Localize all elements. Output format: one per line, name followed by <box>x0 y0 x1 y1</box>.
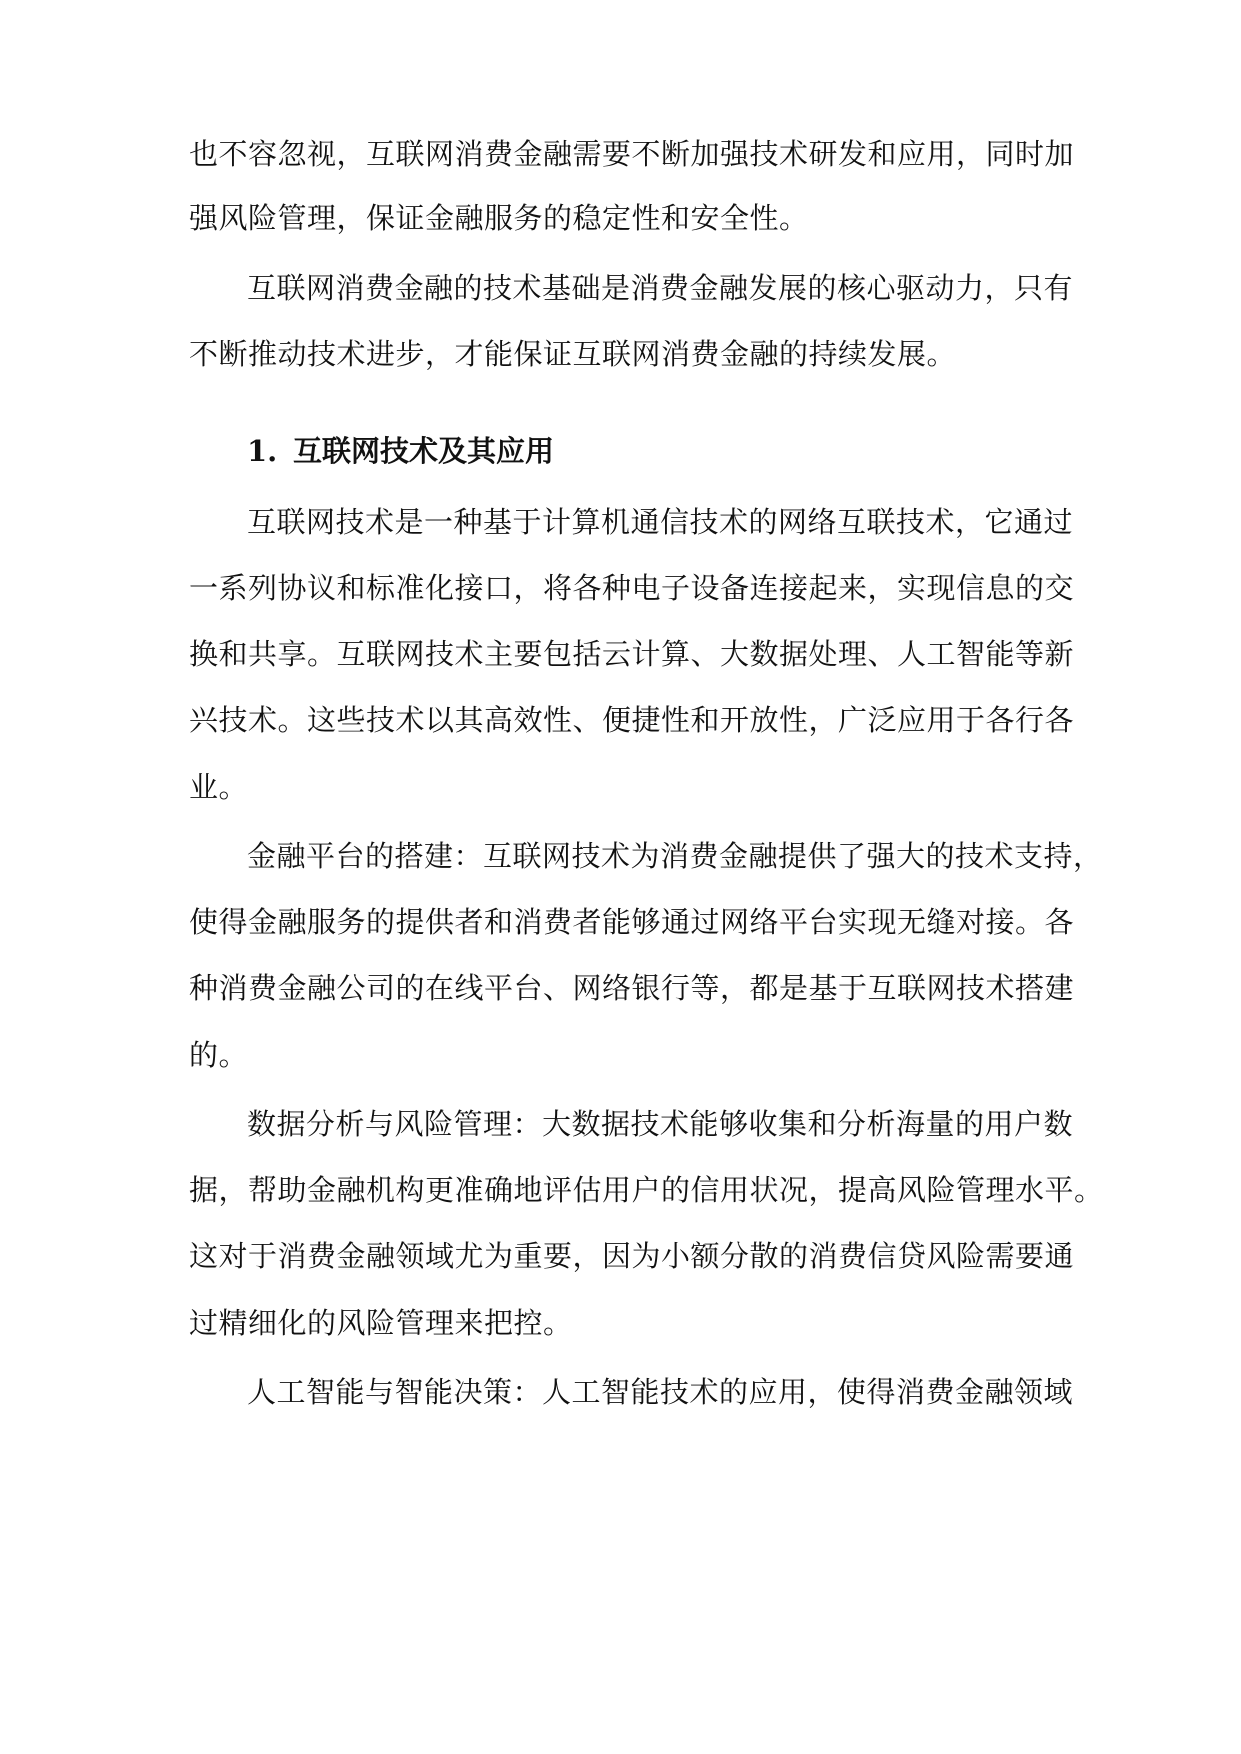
text-line: 过精细化的风险管理来把控。 <box>189 1306 573 1340</box>
text-line: 也不容忽视，互联网消费金融需要不断加强技术研发和应用，同时加 <box>189 137 1075 171</box>
text-line: 一系列协议和标准化接口，将各种电子设备连接起来，实现信息的交 <box>189 571 1075 605</box>
text-line: 人工智能与智能决策：人工智能技术的应用，使得消费金融领域 <box>247 1375 1074 1409</box>
text-line: 兴技术。这些技术以其高效性、便捷性和开放性，广泛应用于各行各 <box>189 703 1075 737</box>
text-line: 互联网消费金融的技术基础是消费金融发展的核心驱动力，只有 <box>247 271 1074 305</box>
text-line: 换和共享。互联网技术主要包括云计算、大数据处理、人工智能等新 <box>189 637 1075 671</box>
text-line: 金融平台的搭建：互联网技术为消费金融提供了强大的技术支持， <box>247 839 1103 873</box>
text-line: 不断推动技术进步，才能保证互联网消费金融的持续发展。 <box>189 337 957 371</box>
text-line: 强风险管理，保证金融服务的稳定性和安全性。 <box>189 201 809 235</box>
section-heading <box>247 431 554 471</box>
section-number: 1. <box>247 434 278 468</box>
text-line: 这对于消费金融领域尤为重要，因为小额分散的消费信贷风险需要通 <box>189 1239 1075 1273</box>
text-line: 据，帮助金融机构更准确地评估用户的信用状况，提高风险管理水平。 <box>189 1173 1104 1207</box>
text-line: 使得金融服务的提供者和消费者能够通过网络平台实现无缝对接。各 <box>189 905 1075 939</box>
text-line: 业。 <box>189 770 249 804</box>
text-line: 互联网技术是一种基于计算机通信技术的网络互联技术，它通过 <box>247 505 1074 539</box>
text-line: 数据分析与风险管理：大数据技术能够收集和分析海量的用户数 <box>247 1107 1074 1141</box>
text-line: 种消费金融公司的在线平台、网络银行等，都是基于互联网技术搭建 <box>189 971 1075 1005</box>
section-title: 互联网技术及其应用 <box>293 434 555 468</box>
text-line: 的。 <box>189 1038 249 1072</box>
